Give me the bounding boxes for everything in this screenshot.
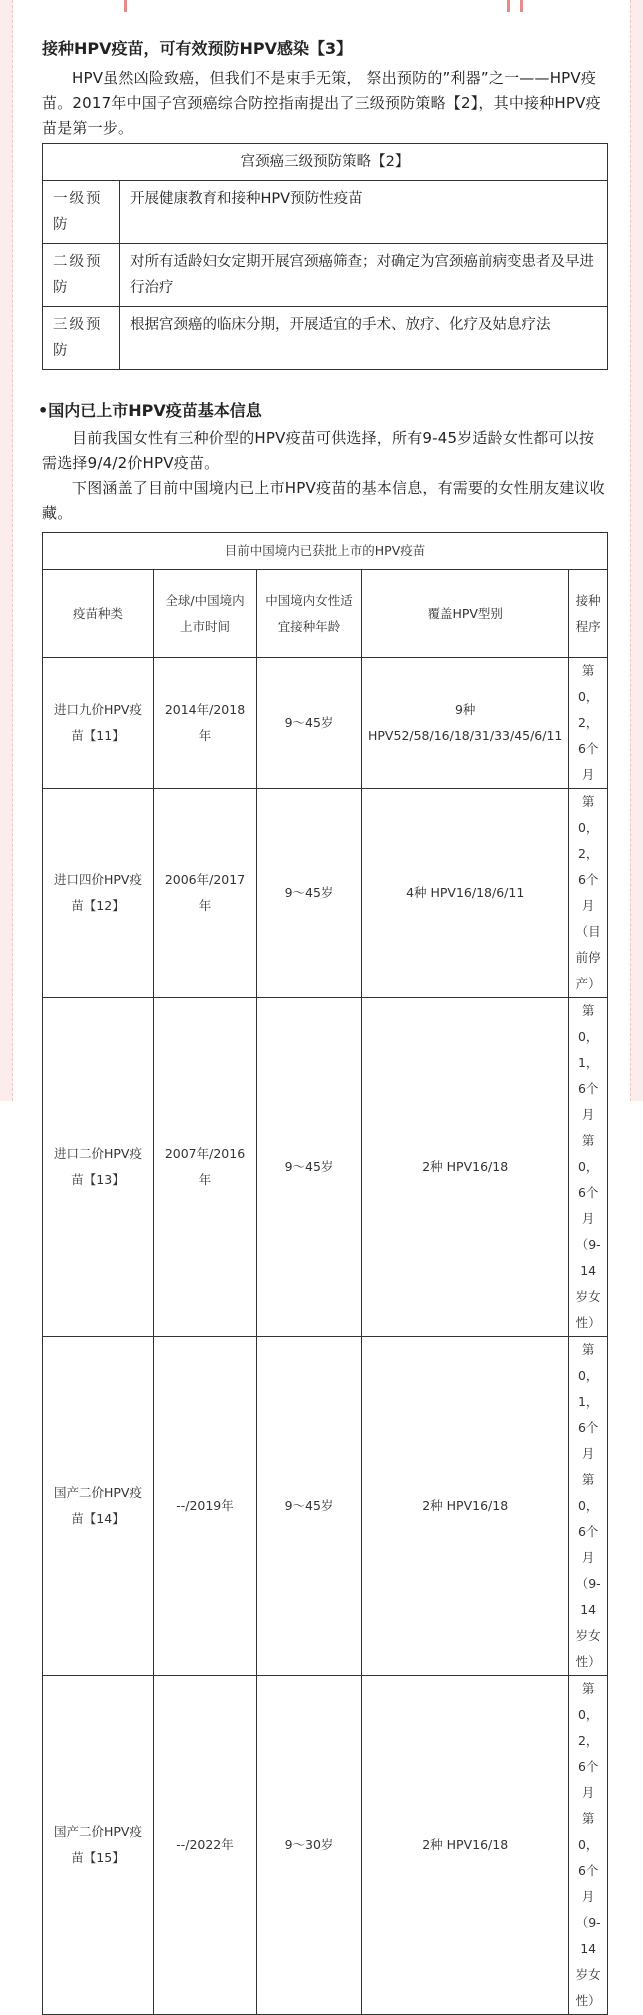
hpv-coverage: 9种 HPV52/58/16/18/31/33/45/6/11	[362, 658, 569, 789]
suitable-age: 9～45岁	[257, 789, 362, 998]
column-header: 中国境内女性适宜接种年龄	[257, 570, 362, 658]
launch-time: --/2022年	[154, 1676, 257, 2015]
hpv-coverage: 2种 HPV16/18	[362, 998, 569, 1337]
suitable-age: 9～45岁	[257, 658, 362, 789]
vaccine-type: 国产二价HPV疫苗【14】	[43, 1337, 154, 1676]
section1-paragraph: HPV虽然凶险致癌，但我们不是束手无策， 祭出预防的”利器”之一——HPV疫苗。2017年中国子宫颈癌综合防控指南提出了三级预防策略【2】，其中接种HPV疫苗是第一步。	[42, 69, 601, 137]
suitable-age: 9～45岁	[257, 1337, 362, 1676]
vaccination-schedule: 第0，1，6个月 第0，6个月（9-14岁女性）	[569, 1337, 608, 1676]
hpv-coverage: 4种 HPV16/18/6/11	[362, 789, 569, 998]
vaccine-table-header	[43, 570, 608, 658]
vaccine-table-caption: 目前中国境内已获批上市的HPV疫苗	[43, 533, 608, 570]
column-header: 覆盖HPV型别	[362, 570, 569, 658]
hpv-coverage: 2种 HPV16/18	[362, 1337, 569, 1676]
table-row	[43, 1337, 608, 1676]
article-content	[38, 0, 609, 2015]
column-header: 全球/中国境内上市时间	[154, 570, 257, 658]
prevention-table-caption: 宫颈癌三级预防策略【2】	[43, 144, 608, 181]
page-border-right	[630, 0, 643, 1101]
prevention-content: 根据宫颈癌的临床分期，开展适宜的手术、放疗、化疗及姑息疗法	[120, 307, 608, 370]
prevention-level: 二级预防	[43, 244, 120, 307]
table-row	[43, 307, 608, 370]
vaccination-schedule: 第0，2，6个月 第0，6个月（9-14岁女性）	[569, 1676, 608, 2015]
table-row	[43, 998, 608, 1337]
prevention-content: 开展健康教育和接种HPV预防性疫苗	[120, 181, 608, 244]
vaccination-schedule: 第0，1，6个月 第0，6个月（9-14岁女性）	[569, 998, 608, 1337]
column-header: 疫苗种类	[43, 570, 154, 658]
vaccine-type: 国产二价HPV疫苗【15】	[43, 1676, 154, 2015]
launch-time: 2006年/2017年	[154, 789, 257, 998]
prevention-level: 一级预防	[43, 181, 120, 244]
table-row	[43, 789, 608, 998]
page-border-left	[0, 0, 13, 1101]
section1-title: 接种HPV疫苗，可有效预防HPV感染【3】	[42, 39, 353, 58]
vaccine-type: 进口九价HPV疫苗【11】	[43, 658, 154, 789]
vaccine-type: 进口二价HPV疫苗【13】	[43, 998, 154, 1337]
table-row	[43, 181, 608, 244]
prevention-strategy-table	[42, 143, 608, 370]
suitable-age: 9～30岁	[257, 1676, 362, 2015]
column-header: 接种程序	[569, 570, 608, 658]
vaccine-type: 进口四价HPV疫苗【12】	[43, 789, 154, 998]
table-row	[43, 658, 608, 789]
launch-time: 2014年/2018年	[154, 658, 257, 789]
hpv-vaccine-table	[42, 532, 608, 2015]
hpv-coverage: 2种 HPV16/18	[362, 1676, 569, 2015]
section2-paragraph-2: 下图涵盖了目前中国境内已上市HPV疫苗的基本信息，有需要的女性朋友建议收藏。	[42, 479, 605, 522]
prevention-content: 对所有适龄妇女定期开展宫颈癌筛查；对确定为宫颈癌前病变患者及早进行治疗	[120, 244, 608, 307]
vaccination-schedule: 第0，2，6个月	[569, 658, 608, 789]
suitable-age: 9～45岁	[257, 998, 362, 1337]
vaccination-schedule: 第0，2，6个月（目前停产）	[569, 789, 608, 998]
launch-time: 2007年/2016年	[154, 998, 257, 1337]
section2-title: •国内已上市HPV疫苗基本信息	[38, 401, 262, 420]
launch-time: --/2019年	[154, 1337, 257, 1676]
prevention-level: 三级预防	[43, 307, 120, 370]
table-row	[43, 1676, 608, 2015]
section2-paragraph-1: 目前我国女性有三种价型的HPV疫苗可供选择，所有9-45岁适龄女性都可以按需选择9/4/2价HPV疫苗。	[42, 429, 595, 472]
table-row	[43, 244, 608, 307]
